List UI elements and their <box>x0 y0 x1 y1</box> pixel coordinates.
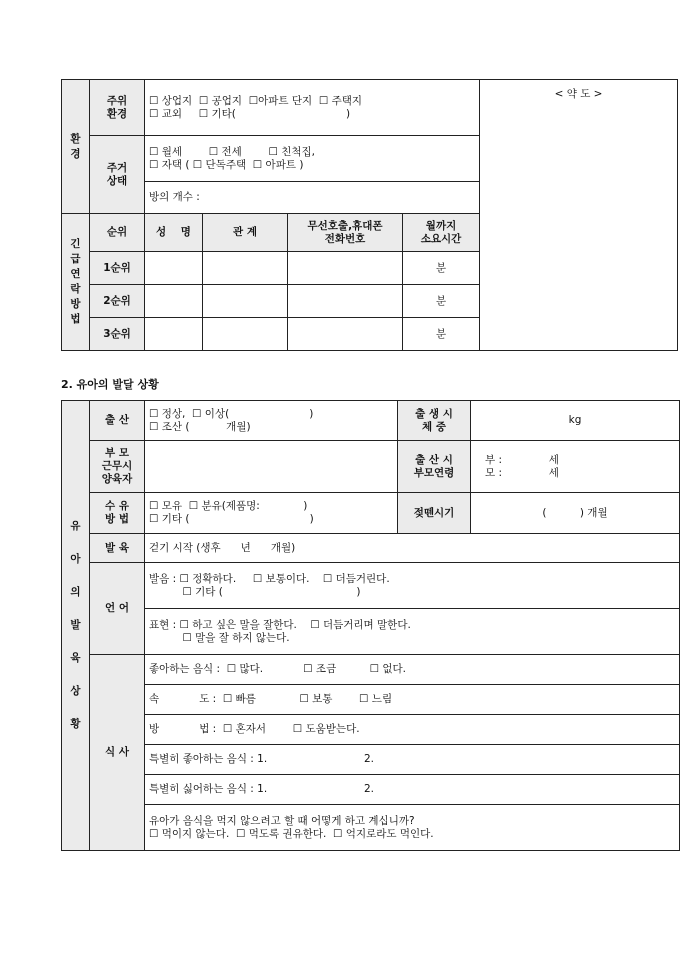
emergency-time-2[interactable]: 분 <box>403 285 480 318</box>
residence-env-label: 주위 환경 <box>90 80 145 136</box>
emergency-header-relation: 관 계 <box>203 214 288 252</box>
emergency-phone-2[interactable] <box>288 285 403 318</box>
emergency-rank-1: 1순위 <box>90 252 145 285</box>
weaning-label: 젖뗀시기 <box>398 493 471 534</box>
pronunciation-options[interactable]: 발음 : ☐ 정확하다. ☐ 보통이다. ☐ 더듬거린다. ☐ 기타 ( ) <box>145 563 680 609</box>
emergency-phone-3[interactable] <box>288 318 403 351</box>
emergency-time-3[interactable]: 분 <box>403 318 480 351</box>
parents-caregiver-field[interactable] <box>145 441 398 493</box>
environment-emergency-table <box>61 79 678 351</box>
language-label: 언 어 <box>90 563 145 655</box>
emergency-name-3[interactable] <box>145 318 203 351</box>
emergency-phone-1[interactable] <box>288 252 403 285</box>
emergency-name-1[interactable] <box>145 252 203 285</box>
meal-label: 식 사 <box>90 655 145 851</box>
birth-options[interactable]: ☐ 정상, ☐ 이상( ) ☐ 조산 ( 개월) <box>145 401 398 441</box>
emergency-relation-1[interactable] <box>203 252 288 285</box>
map-label: < 약 도 > <box>554 88 603 100</box>
development-section-label: 유아의발육상황 <box>62 401 90 851</box>
meal-refusal-options[interactable]: 유아가 음식을 먹지 않으려고 할 때 어떻게 하고 계십니까? ☐ 먹이지 않는다. ☐ 먹도록 권유한다. ☐ 억지로라도 먹인다. <box>145 805 680 851</box>
emergency-header-time: 월까지 소요시간 <box>403 214 480 252</box>
emergency-time-1[interactable]: 분 <box>403 252 480 285</box>
section-2-title: 2. 유아의 발달 상황 <box>61 378 159 391</box>
birth-weight-label: 출 생 시 체 중 <box>398 401 471 441</box>
weaning-field[interactable]: ( ) 개월 <box>471 493 680 534</box>
parents-age-field[interactable]: 부 : 세 모 : 세 <box>471 441 680 493</box>
feeding-options[interactable]: ☐ 모유 ☐ 분유(제품명: ) ☐ 기타 ( ) <box>145 493 398 534</box>
emergency-rank-2: 2순위 <box>90 285 145 318</box>
meal-method-row[interactable]: 방 법 : ☐ 혼자서 ☐ 도움받는다. <box>145 715 680 745</box>
emergency-relation-3[interactable] <box>203 318 288 351</box>
meal-preference-row[interactable]: 좋아하는 음식 : ☐ 많다. ☐ 조금 ☐ 없다. <box>145 655 680 685</box>
residence-env-options[interactable]: ☐ 상업지 ☐ 공업지 ☐아파트 단지 ☐ 주택지 ☐ 교외 ☐ 기타( ) <box>145 80 480 136</box>
parents-caregiver-label: 부 모 근무시 양육자 <box>90 441 145 493</box>
emergency-name-2[interactable] <box>145 285 203 318</box>
expression-options[interactable]: 표현 : ☐ 하고 싶은 말을 잘한다. ☐ 더듬거리며 말한다. ☐ 말을 잘 하지 않는다. <box>145 609 680 655</box>
disliked-food-row[interactable]: 특별히 싫어하는 음식 : 1. 2. <box>145 775 680 805</box>
room-count-field[interactable]: 방의 개수 : <box>145 182 480 214</box>
favorite-food-row[interactable]: 특별히 좋아하는 음식 : 1. 2. <box>145 745 680 775</box>
birth-label: 출 산 <box>90 401 145 441</box>
housing-options[interactable]: ☐ 월세 ☐ 전세 ☐ 친척집, ☐ 자택 ( ☐ 단독주택 ☐ 아파트 ) <box>145 136 480 182</box>
parents-age-label: 출 산 시 부모연령 <box>398 441 471 493</box>
housing-label: 주거 상태 <box>90 136 145 214</box>
growth-field[interactable]: 걷기 시작 (생후 년 개월) <box>145 534 680 563</box>
map-area <box>480 80 678 351</box>
environment-section-label: 환경 <box>62 80 90 214</box>
emergency-relation-2[interactable] <box>203 285 288 318</box>
emergency-section-label: 긴급연락방법 <box>62 214 90 351</box>
feeding-label: 수 유 방 법 <box>90 493 145 534</box>
birth-weight-field[interactable]: kg <box>471 401 680 441</box>
emergency-rank-3: 3순위 <box>90 318 145 351</box>
meal-speed-row[interactable]: 속 도 : ☐ 빠름 ☐ 보통 ☐ 느림 <box>145 685 680 715</box>
child-development-table <box>61 400 680 851</box>
emergency-header-rank: 순위 <box>90 214 145 252</box>
growth-label: 발 육 <box>90 534 145 563</box>
emergency-header-name: 성 명 <box>145 214 203 252</box>
emergency-header-phone: 무선호출,휴대폰 전화번호 <box>288 214 403 252</box>
